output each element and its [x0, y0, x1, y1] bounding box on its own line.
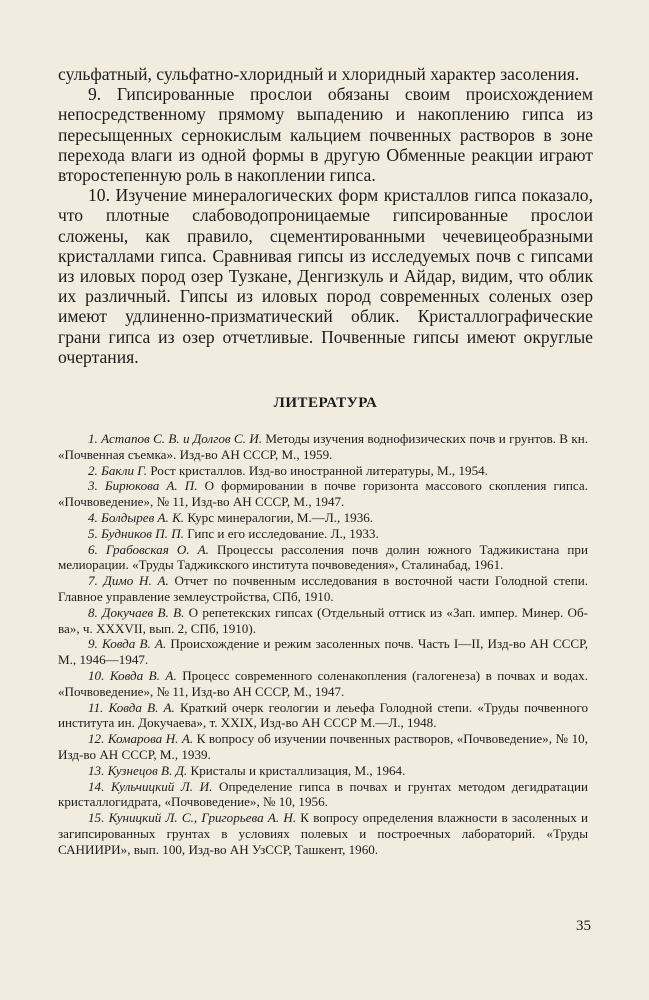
page-content: [58, 64, 593, 858]
reference-item: [58, 478, 588, 510]
reference-author: 11. Ковда В. А.: [88, 699, 175, 715]
body-text: [58, 64, 593, 367]
reference-item: [58, 763, 588, 779]
reference-author: 15. Куницкий Л. С., Григорьева А. Н.: [88, 810, 297, 826]
page-number: 35: [576, 918, 591, 934]
paragraph-10: 10. Изучение минералогических форм кристаллов гипса показало, что плотные слабоводопроницаемые гипсированные прослои сложены, как правило, сцементированными чечевицеобразными кристаллами гипса. Сравнивая гипсы из исследуемых почв с гипсами из иловых пород озер Тузкане, Денгизкуль и Айдар, видим, что облик их различный. Гипсы из иловых пород современных соленых озер имеют удлиненно-призматический облик. Кристаллографические грани гипса из озер отчетливые. Почвенные гипсы имеют округлые очертания.: [58, 185, 593, 367]
reference-author: 8. Докучаев В. В.: [88, 604, 185, 620]
reference-text: Краткий очерк геологии и леьефа Голодной степи. «Труды почвенного института ин. Докучаева», т. XXIX, Изд-во АН СССР М.—Л., 1948.: [58, 699, 588, 731]
reference-item: [58, 605, 588, 637]
reference-text: К вопросу об изучении почвенных растворов, «Почвоведение», № 10, Изд-во АН СССР, М., 1939.: [58, 731, 589, 762]
paragraph-continuation: сульфатный, сульфатно-хлоридный и хлоридный характер засоления.: [58, 64, 580, 84]
reference-text: Кристалы и кристаллизация, М., 1964.: [190, 762, 406, 778]
reference-item: [58, 636, 588, 668]
reference-text: Происхождение и режим засоленных почв. Часть I—II, Изд-во АН СССР, М., 1946—1947.: [58, 636, 588, 668]
reference-text: Рост кристаллов. Изд-во иностранной литературы, М., 1954.: [150, 462, 488, 478]
reference-author: 4. Болдырев А. К.: [88, 510, 185, 526]
reference-item: [58, 542, 588, 574]
reference-text: О репетекских гипсах (Отдельный оттиск из «Зап. импер. Минер. Об-ва», ч. XXXVII, вып. 2, СПб, 1910).: [58, 604, 588, 636]
reference-item: [58, 463, 588, 479]
reference-item: [58, 810, 588, 857]
reference-author: 14. Кульчицкий Л. И.: [88, 778, 213, 794]
reference-item: [58, 779, 588, 811]
reference-text: К вопросу определения влажности в засоленных и загипсированных грунтах в условиях полевых и построечных лабораторий. «Труды САНИИРИ», вып. 100, Изд-во АН УзССР, Ташкент, 1960.: [58, 810, 588, 857]
reference-author: 13. Кузнецов В. Д.: [88, 762, 188, 778]
reference-text: О формировании в почве горизонта массового скопления гипса. «Почвоведение», № 11, Изд-во АН СССР, М., 1947.: [58, 478, 588, 510]
reference-author: 7. Димо Н. А.: [88, 573, 169, 589]
reference-text: Процесс современного соленакопления (галогенеза) в почвах и водах. «Почвоведение», № 11, Изд-во АН СССР, М., 1947.: [58, 668, 588, 699]
reference-text: Методы изучения воднофизических почв и грунтов. В кн. «Почвенная съемка». Изд-во АН СССР, М., 1959.: [58, 431, 589, 462]
reference-text: Отчет по почвенным исследования в восточной части Голодной степи. Главное управление землеустройства, СПб, 1910.: [58, 573, 588, 605]
reference-item: [58, 700, 588, 732]
reference-item: [58, 526, 588, 542]
reference-author: 6. Грабовская О. А.: [88, 541, 209, 557]
reference-author: 9. Ковда В. А.: [88, 636, 167, 652]
reference-author: 2. Бакли Г.: [88, 462, 148, 478]
reference-text: Гипс и его исследование. Л., 1933.: [187, 525, 379, 541]
reference-item: [58, 731, 588, 763]
reference-author: 12. Комарова Н. А.: [88, 731, 194, 747]
reference-item: [58, 573, 588, 605]
reference-author: 3. Бирюкова А. П.: [88, 478, 198, 494]
reference-item: [58, 668, 588, 700]
reference-text: Определение гипса в почвах и грунтах методом дегидратации кристаллогидрата, «Почвоведение», № 10, 1956.: [58, 778, 588, 810]
reference-text: Процессы рассоления почв долин южного Таджикистана при мелиорации. «Труды Таджикского института почвоведения», Сталинабад, 1961.: [58, 541, 588, 573]
reference-item: [58, 510, 588, 526]
references-list: [58, 431, 588, 858]
reference-author: 10. Ковда В. А.: [88, 668, 177, 683]
reference-text: Курс минералогии, М.—Л., 1936.: [187, 510, 374, 526]
reference-author: 5. Будников П. П.: [88, 525, 184, 541]
paragraph-9: 9. Гипсированные прослои обязаны своим происхождением непосредственному прямому выпадению и накоплению гипса из пересыщенных сернокислым кальцием почвенных растворов в зоне перехода влаги из одной формы в другую Обменные реакции играют второстепенную роль в накоплении гипса.: [58, 84, 593, 186]
references-heading: ЛИТЕРАТУРА: [273, 395, 378, 412]
reference-item: [58, 431, 588, 463]
reference-author: 1. Астапов С. В. и Долгов С. И.: [88, 431, 263, 447]
